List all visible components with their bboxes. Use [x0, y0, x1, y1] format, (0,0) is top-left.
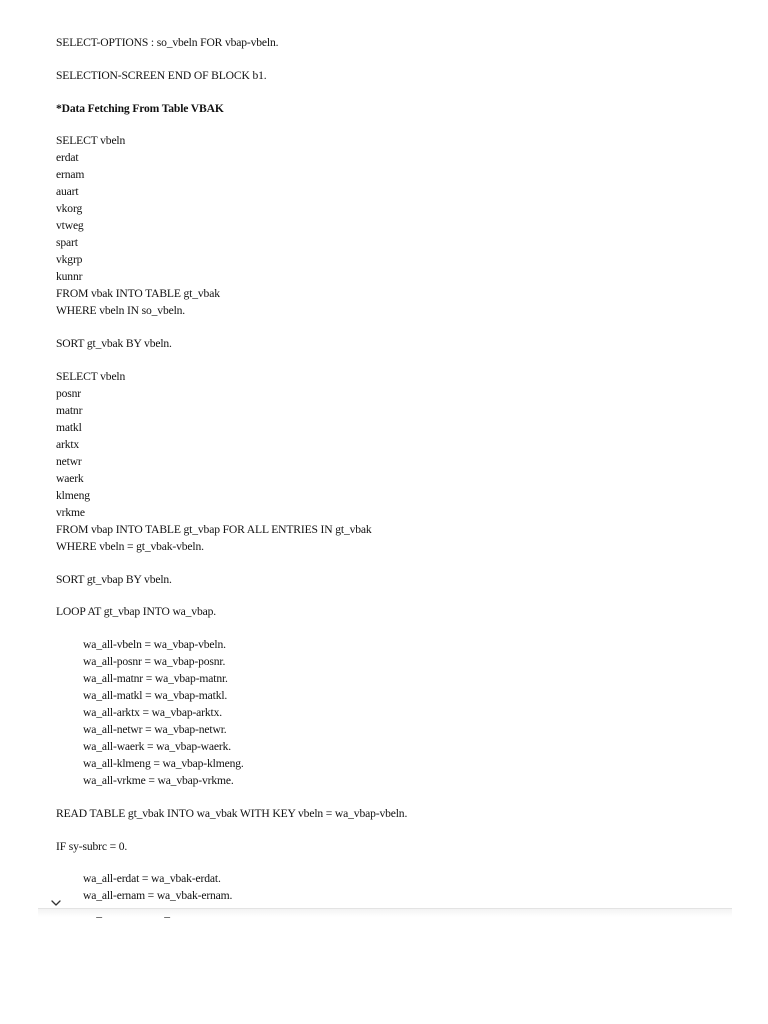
code-line: waerk	[56, 472, 84, 485]
code-line: posnr	[56, 387, 82, 400]
code-line: spart	[56, 236, 78, 249]
code-line: wa_all-netwr = wa_vbap-netwr.	[83, 723, 227, 736]
code-line: matkl	[56, 421, 82, 434]
code-line: vkgrp	[56, 253, 83, 266]
code-line: arktx	[56, 438, 80, 451]
code-line: vtweg	[56, 219, 84, 232]
code-line: wa_all-waerk = wa_vbap-waerk.	[83, 740, 232, 753]
code-line: kunnr	[56, 270, 83, 283]
code-line: wa_all-posnr = wa_vbap-posnr.	[83, 655, 226, 668]
code-line: wa_all-ernam = wa_vbak-ernam.	[83, 889, 233, 902]
code-line: klmeng	[56, 489, 90, 502]
code-line: wa_all-arktx = wa_vbap-arktx.	[83, 706, 223, 719]
code-line: wa_all-klmeng = wa_vbap-klmeng.	[83, 757, 244, 770]
code-line: wa_all-vbeln = wa_vbap-vbeln.	[83, 638, 226, 651]
section-comment: *Data Fetching From Table VBAK	[56, 102, 224, 115]
code-line: SELECT-OPTIONS : so_vbeln FOR vbap-vbeln.	[56, 36, 279, 49]
code-line: WHERE vbeln IN so_vbeln.	[56, 304, 186, 317]
code-line: wa_all-erdat = wa_vbak-erdat.	[83, 872, 221, 885]
code-line: wa_all-matkl = wa_vbap-matkl.	[83, 689, 228, 702]
code-line: SELECT vbeln	[56, 370, 126, 383]
code-line: SELECTION-SCREEN END OF BLOCK b1.	[56, 69, 267, 82]
code-line: ernam	[56, 168, 85, 181]
code-line: matnr	[56, 404, 83, 417]
code-line: SORT gt_vbak BY vbeln.	[56, 337, 172, 350]
code-line: auart	[56, 185, 79, 198]
code-line: netwr	[56, 455, 82, 468]
code-line: WHERE vbeln = gt_vbak-vbeln.	[56, 540, 204, 553]
viewer-bottom-bar	[38, 908, 732, 917]
code-line: SORT gt_vbap BY vbeln.	[56, 573, 172, 586]
code-line: READ TABLE gt_vbak INTO wa_vbak WITH KEY vbeln = wa_vbap-vbeln.	[56, 807, 408, 820]
code-line: LOOP AT gt_vbap INTO wa_vbap.	[56, 605, 216, 618]
code-line: IF sy-subrc = 0.	[56, 840, 128, 853]
code-line: FROM vbak INTO TABLE gt_vbak	[56, 287, 220, 300]
code-line: vrkme	[56, 506, 85, 519]
code-line: wa_all-vrkme = wa_vbap-vrkme.	[83, 774, 234, 787]
code-line: SELECT vbeln	[56, 134, 126, 147]
code-line: FROM vbap INTO TABLE gt_vbap FOR ALL ENTRIES IN gt_vbak	[56, 523, 372, 536]
code-line: vkorg	[56, 202, 83, 215]
code-line: wa_all-matnr = wa_vbap-matnr.	[83, 672, 228, 685]
chevron-down-icon[interactable]	[49, 896, 63, 910]
code-line: erdat	[56, 151, 79, 164]
